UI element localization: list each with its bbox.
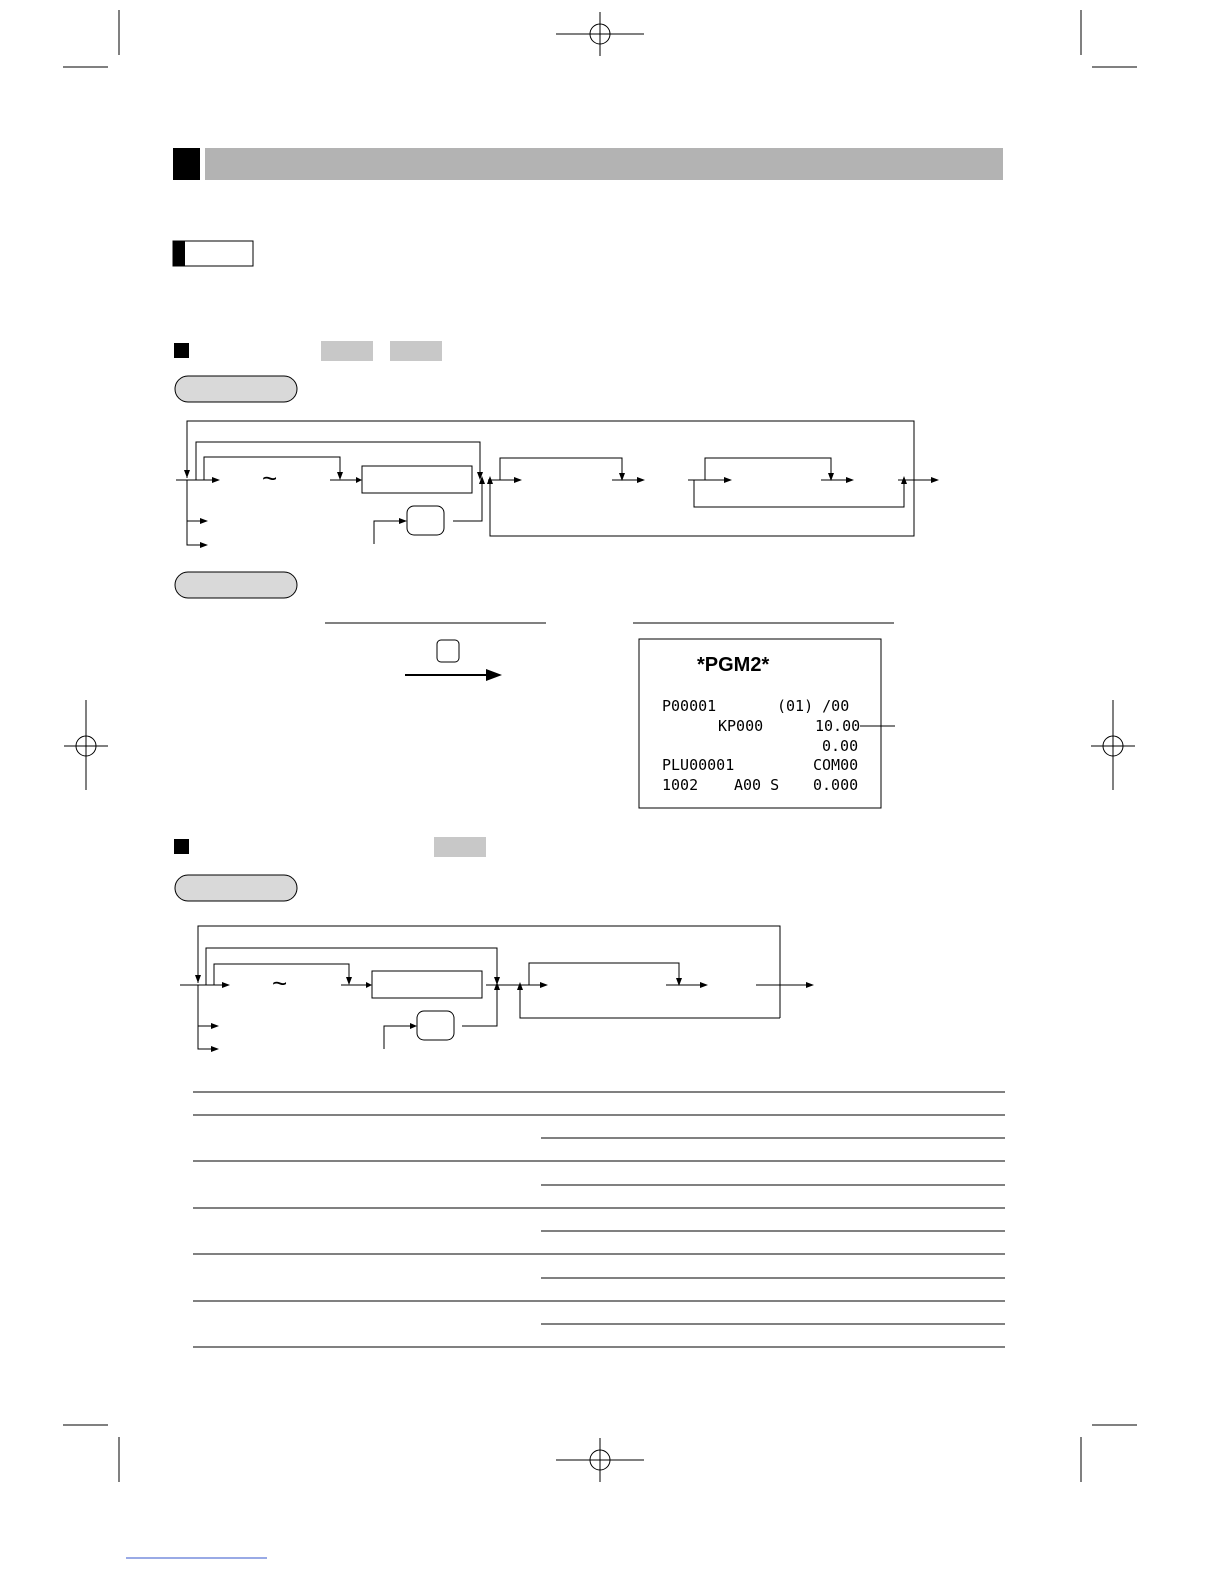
procedure-pill (175, 376, 297, 402)
receipt-title: *PGM2* (697, 654, 770, 676)
receipt-line-mid: (01) /00 (777, 697, 850, 715)
receipt-line-mid: A00 S (734, 776, 780, 794)
arrow-head (486, 669, 502, 681)
receipt-line-right: 10.00 (815, 717, 861, 735)
header-bar (205, 148, 1003, 180)
receipt-line-left: P00001 (662, 697, 717, 715)
key-icon (437, 640, 459, 662)
mode-tag (390, 341, 442, 361)
range-tilde: ~ (272, 968, 288, 998)
flowchart-1 (176, 421, 931, 545)
procedure-pill (175, 875, 297, 901)
crop-marks (63, 10, 1137, 1482)
mode-tag (434, 837, 486, 857)
registration-marks (64, 12, 1135, 1482)
receipt-line-left: KP000 (718, 717, 764, 735)
example-pill (175, 572, 297, 598)
header-block (173, 148, 200, 180)
receipt-line-right: 0.000 (813, 776, 859, 794)
table-rules (193, 1092, 1005, 1347)
mode-tag (321, 341, 373, 361)
flowchart-2-arrows (195, 975, 814, 1052)
receipt-line-right: 0.00 (822, 737, 859, 755)
receipt-line-right: COM00 (813, 756, 859, 774)
section-bullet (174, 343, 189, 358)
receipt-line-left: 1002 (662, 776, 699, 794)
receipt-line-left: PLU00001 (662, 756, 735, 774)
section-bullet (174, 839, 189, 854)
range-tilde: ~ (262, 463, 278, 493)
